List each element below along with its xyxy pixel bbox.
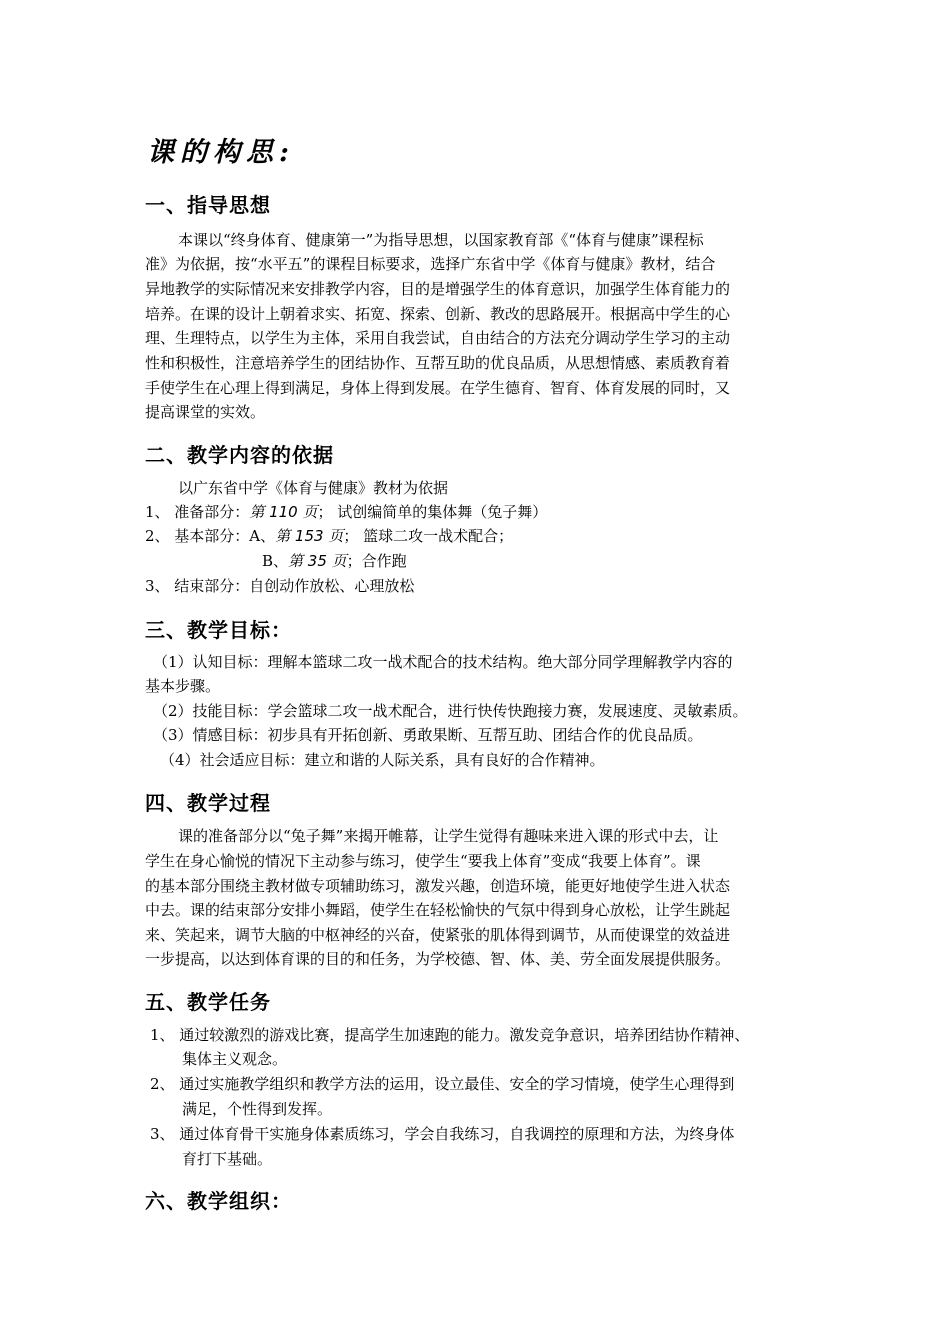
list-item-preparation xyxy=(145,500,547,524)
list-item-label: B、 xyxy=(262,552,289,570)
page-reference: 第 110 页 xyxy=(249,503,318,521)
section-heading-process: 四、教学过程 xyxy=(145,791,271,815)
section-heading-guiding-ideology: 一、指导思想 xyxy=(145,193,271,217)
objective-line: （3）情感目标：初步具有开拓创新、勇敢果断、互帮互助、团结合作的优良品质。 xyxy=(153,726,703,744)
paragraph-line: 来、笑起来，调节大脑的中枢神经的兴奋，使紧张的肌体得到调节，从而使课堂的效益进 xyxy=(145,926,731,944)
document-title: 课的构思: xyxy=(147,137,295,168)
task-line: 满足，个性得到发挥。 xyxy=(182,1100,333,1118)
list-item-label: 1、 准备部分： xyxy=(145,503,250,521)
paragraph-line: 异地教学的实际情况来安排教学内容，目的是增强学生的体育意识，加强学生体育能力的 xyxy=(145,280,731,298)
task-line: 1、 通过较激烈的游戏比赛，提高学生加速跑的能力。激发竞争意识，培养团结协作精神、 xyxy=(150,1026,750,1044)
task-line: 3、 通过体育骨干实施身体素质练习，学会自我练习，自我调控的原理和方法，为终身体 xyxy=(150,1125,735,1143)
paragraph-line: 手使学生在心理上得到满足，身体上得到发展。在学生德育、智育、体育发展的同时，又 xyxy=(145,379,731,397)
task-line: 2、 通过实施教学组织和教学方法的运用，设立最佳、安全的学习情境，使学生心理得到 xyxy=(150,1075,735,1093)
paragraph-line: 性和积极性，注意培养学生的团结协作、互帮互助的优良品质，从思想情感、素质教育着 xyxy=(145,354,731,372)
paragraph-line: 的基本部分围绕主教材做专项辅助练习，激发兴趣，创造环境，能更好地使学生进入状态 xyxy=(145,877,731,895)
list-item-basic xyxy=(145,524,513,548)
objective-line: 基本步骤。 xyxy=(145,677,221,695)
list-item-text: ；合作跑 xyxy=(346,552,407,570)
page-reference: 第 153 页 xyxy=(275,527,344,545)
paragraph-line: 本课以“终身体育、健康第一”为指导思想，以国家教育部《“体育与健康”课程标 xyxy=(178,231,704,249)
list-item-label: 2、 基本部分：A、 xyxy=(145,527,276,545)
objective-line: （4）社会适应目标：建立和谐的人际关系，具有良好的合作精神。 xyxy=(160,751,605,769)
section-heading-tasks: 五、教学任务 xyxy=(145,990,271,1014)
list-item-text: ； 试创编简单的集体舞（兔子舞） xyxy=(317,503,548,521)
section-heading-objectives: 三、教学目标： xyxy=(145,618,292,642)
paragraph-line: 提高课堂的实效。 xyxy=(145,403,266,421)
content-basis-intro: 以广东省中学《体育与健康》教材为依据 xyxy=(178,479,449,497)
list-item-text: ； 篮球二攻一战术配合； xyxy=(343,527,514,545)
section-heading-content-basis: 二、教学内容的依据 xyxy=(145,443,334,467)
section-heading-organization: 六、教学组织： xyxy=(145,1189,292,1213)
task-line: 集体主义观念。 xyxy=(182,1050,288,1068)
paragraph-line: 理、生理特点，以学生为主体，采用自我尝试，自由结合的方法充分调动学生学习的主动 xyxy=(145,329,731,347)
paragraph-line: 一步提高，以达到体育课的目的和任务，为学校德、智、体、美、劳全面发展提供服务。 xyxy=(145,950,731,968)
paragraph-line: 培养。在课的设计上朝着求实、拓宽、探索、创新、教改的思路展开。根据高中学生的心 xyxy=(145,305,731,323)
objective-line: （1）认知目标：理解本篮球二攻一战术配合的技术结构。绝大部分同学理解教学内容的 xyxy=(153,653,733,671)
list-item-basic-b xyxy=(262,549,407,573)
paragraph-line: 课的准备部分以“兔子舞”来揭开帷幕，让学生觉得有趣味来进入课的形式中去，让 xyxy=(178,827,719,845)
paragraph-line: 学生在身心愉悦的情况下主动参与练习，使学生“要我上体育”变成“我要上体育”。课 xyxy=(145,852,701,870)
objective-line: （2）技能目标：学会篮球二攻一战术配合，进行快传快跑接力赛，发展速度、灵敏素质。 xyxy=(153,702,748,720)
task-line: 育打下基础。 xyxy=(182,1150,273,1168)
paragraph-line: 准》为依据，按“水平五”的课程目标要求，选择广东省中学《体育与健康》教材，结合 xyxy=(145,255,716,273)
paragraph-line: 中去。课的结束部分安排小舞蹈，使学生在轻松愉快的气氛中得到身心放松，让学生跳起 xyxy=(145,901,731,919)
page-reference: 第 35 页 xyxy=(288,552,347,570)
list-item-ending: 3、 结束部分：自创动作放松、心理放松 xyxy=(145,577,415,595)
